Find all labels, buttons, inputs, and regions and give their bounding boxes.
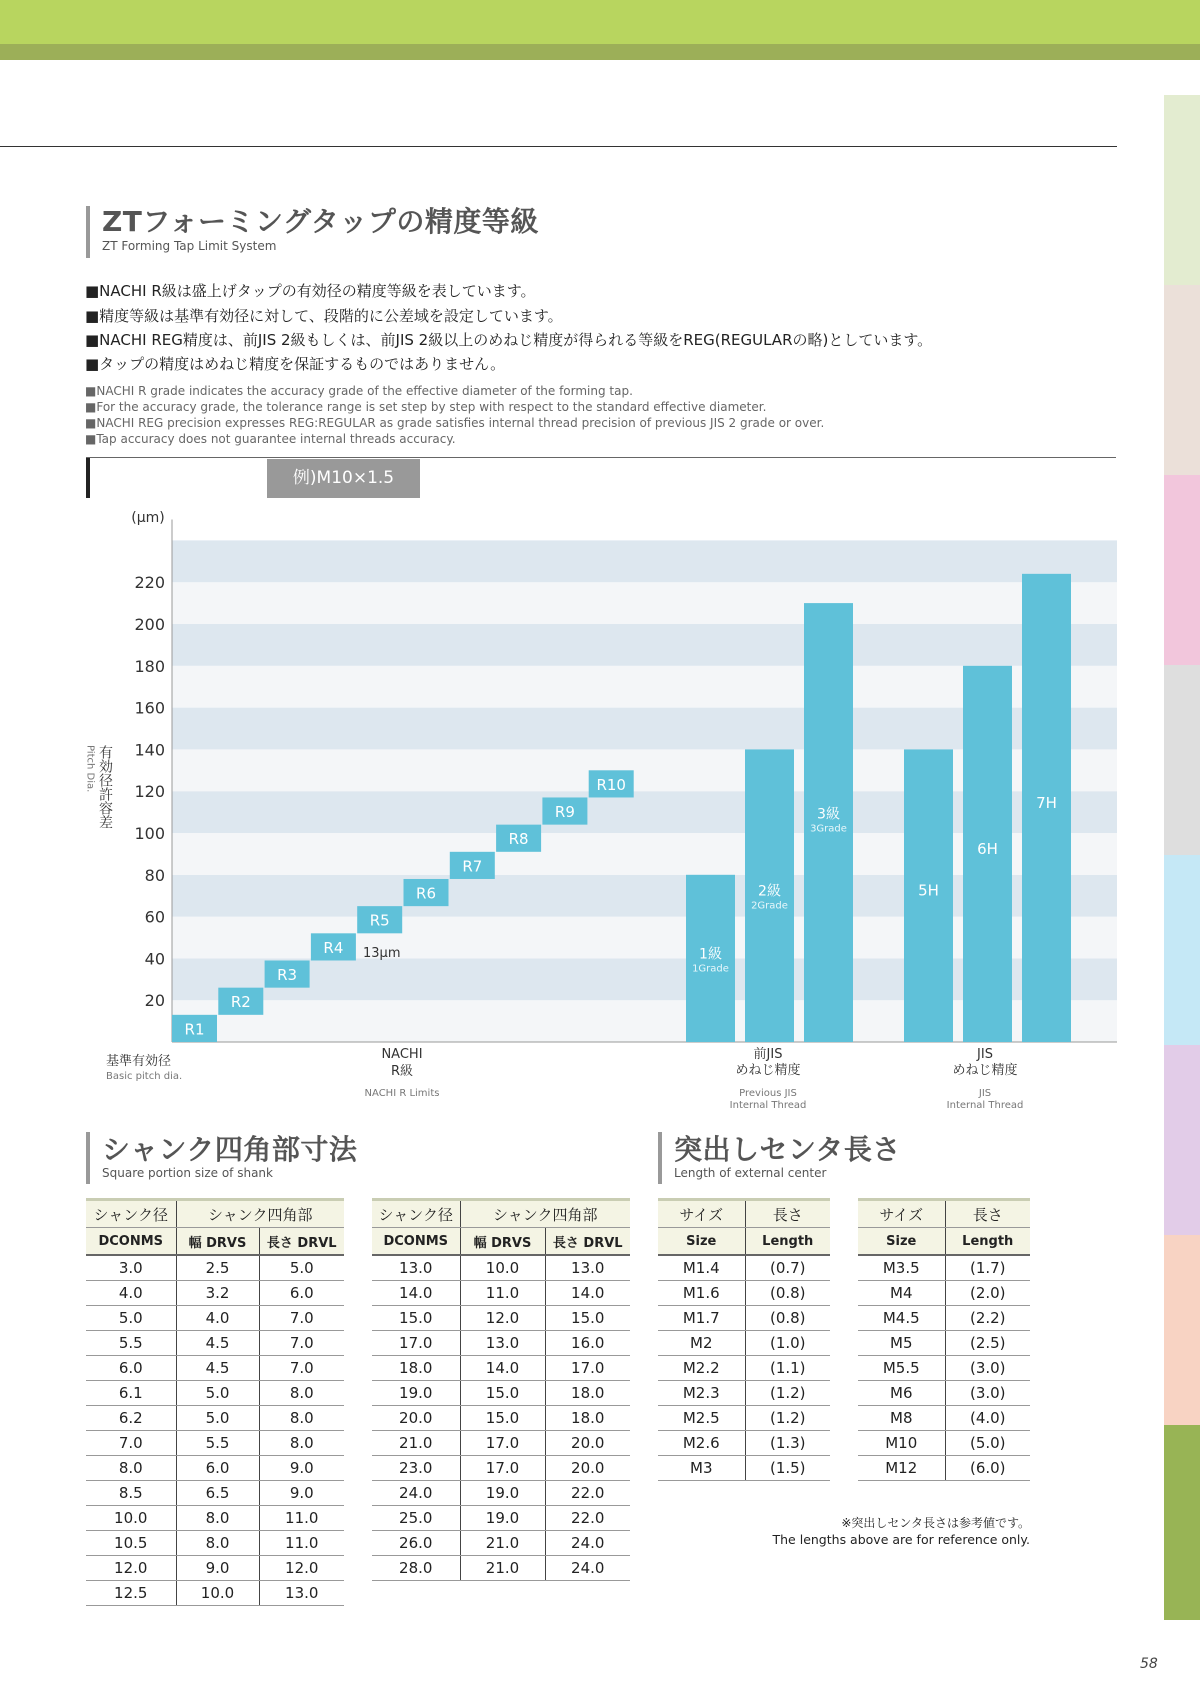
table-cell: 4.5 [176, 1356, 259, 1381]
table-cell: (1.7) [945, 1255, 1030, 1281]
note-en-line: ■NACHI R grade indicates the accuracy grade of the effective diameter of the forming tap. [85, 384, 633, 398]
table-row [858, 1381, 1030, 1406]
shank-table-1 [86, 1198, 344, 1606]
col-head: 長さ DRVL [259, 1228, 344, 1256]
table-cell: 6.2 [86, 1406, 176, 1431]
table-cell: M1.6 [658, 1281, 745, 1306]
table-cell: 4.0 [176, 1306, 259, 1331]
table-row [86, 1356, 344, 1381]
y-axis-label: 有効径許容差 [97, 745, 113, 829]
note-en-line: ■For the accuracy grade, the tolerance range is set step by step with respect to the standard effective diameter. [85, 400, 767, 414]
jis-label: 7H [1036, 793, 1057, 812]
table-cell: 20.0 [545, 1431, 630, 1456]
prev-jis-sublabel: 2Grade [751, 900, 788, 912]
table-cell: (6.0) [945, 1456, 1030, 1481]
table-cell: 18.0 [545, 1381, 630, 1406]
y-tick-label: 200 [134, 615, 165, 634]
table-row [372, 1481, 630, 1506]
x-label-prev-en: Internal Thread [729, 1100, 807, 1111]
tolerance-chart [0, 500, 1200, 1140]
table-cell: 15.0 [460, 1381, 545, 1406]
table-cell: M4 [858, 1281, 945, 1306]
table-row [372, 1531, 630, 1556]
table-row [372, 1456, 630, 1481]
x-label-prev: 前JIS [753, 1047, 783, 1062]
r-grade-label: R7 [462, 857, 483, 876]
table-cell: 3.2 [176, 1281, 259, 1306]
x-label-basic: 基準有効径 [106, 1054, 172, 1069]
table-cell: 10.0 [176, 1581, 259, 1606]
table-cell: 3.0 [86, 1255, 176, 1281]
table-cell: (3.0) [945, 1356, 1030, 1381]
table-row [86, 1531, 344, 1556]
x-label-basic-en: Basic pitch dia. [106, 1071, 183, 1082]
prev-jis-label: 2級 [758, 883, 781, 900]
col-head: DCONMS [372, 1228, 460, 1256]
table-cell: 2.5 [176, 1255, 259, 1281]
table-cell: 18.0 [545, 1406, 630, 1431]
col-head: Size [858, 1228, 945, 1256]
center-table-2 [858, 1198, 1030, 1481]
side-tab [1164, 1235, 1200, 1425]
table-row [86, 1331, 344, 1356]
x-label-jis: めねじ精度 [952, 1063, 1018, 1078]
r-grade-label: R6 [416, 884, 436, 903]
table-cell: 21.0 [460, 1556, 545, 1581]
table-row [86, 1255, 344, 1281]
prev-jis-label: 1級 [699, 946, 722, 963]
r-grade-label: R8 [508, 830, 529, 849]
r-grade-label: R4 [323, 938, 344, 957]
table-cell: (0.8) [745, 1281, 830, 1306]
note-en-line: ■NACHI REG precision expresses REG:REGULAR as grade satisfies internal thread precision of previous JIS 2 grade or over. [85, 416, 825, 430]
x-label-jis-en: Internal Thread [946, 1100, 1024, 1111]
table-cell: M5 [858, 1331, 945, 1356]
table-cell: 6.0 [86, 1356, 176, 1381]
r-grade-label: R2 [230, 993, 251, 1012]
example-bar [86, 458, 90, 498]
section-title: ZTフォーミングタップの精度等級 [102, 205, 539, 238]
jis-label: 5H [918, 881, 939, 900]
r-grade-label: R3 [277, 966, 298, 985]
table-cell: 17.0 [460, 1456, 545, 1481]
chart-band [172, 582, 1117, 624]
table-row [372, 1506, 630, 1531]
header-band-bottom [0, 44, 1200, 60]
col-head: Size [658, 1228, 745, 1256]
y-tick-label: 80 [144, 865, 165, 885]
table-row [858, 1356, 1030, 1381]
table-cell: (0.7) [745, 1255, 830, 1281]
table-cell: 6.0 [259, 1281, 344, 1306]
col-head: シャンク四角部 [176, 1200, 344, 1228]
table-cell: 21.0 [460, 1531, 545, 1556]
table-cell: 18.0 [372, 1356, 460, 1381]
shank-table-2 [372, 1198, 630, 1581]
chart-band [172, 624, 1117, 666]
section-subtitle: ZT Forming Tap Limit System [102, 239, 277, 253]
table-cell: 15.0 [460, 1406, 545, 1431]
x-label-nachi-en: NACHI R Limits [364, 1088, 440, 1099]
chart-band [172, 540, 1117, 582]
col-head: Length [945, 1228, 1030, 1256]
table-cell: M6 [858, 1381, 945, 1406]
table-cell: (1.1) [745, 1356, 830, 1381]
table-row [658, 1381, 830, 1406]
note-jp-line: ■NACHI R級は盛上げタップの有効径の精度等級を表しています。 [85, 282, 536, 300]
table-row [372, 1406, 630, 1431]
example-header [86, 457, 1116, 498]
table-cell: 8.0 [259, 1381, 344, 1406]
table-cell: 8.0 [259, 1406, 344, 1431]
center-note-en: The lengths above are for reference only. [772, 1532, 1030, 1547]
side-tab [1164, 95, 1200, 285]
col-head: サイズ [858, 1200, 945, 1228]
side-tab [1164, 285, 1200, 475]
table-cell: (1.3) [745, 1431, 830, 1456]
table-cell: 8.5 [86, 1481, 176, 1506]
table-row [86, 1581, 344, 1606]
table-row [858, 1406, 1030, 1431]
table-cell: (1.0) [745, 1331, 830, 1356]
shank-subtitle: Square portion size of shank [102, 1166, 273, 1180]
col-head: シャンク四角部 [460, 1200, 630, 1228]
table-cell: M2.6 [658, 1431, 745, 1456]
table-cell: 24.0 [545, 1556, 630, 1581]
table-cell: 11.0 [259, 1506, 344, 1531]
table-row [372, 1306, 630, 1331]
table-cell: 5.5 [86, 1331, 176, 1356]
y-tick-label: 20 [144, 991, 165, 1011]
table-cell: 13.0 [259, 1581, 344, 1606]
table-cell: 5.0 [176, 1381, 259, 1406]
table-cell: 13.0 [460, 1331, 545, 1356]
header-band-top [0, 0, 1200, 44]
table-row [86, 1506, 344, 1531]
table-row [858, 1331, 1030, 1356]
table-row [86, 1456, 344, 1481]
table-cell: 20.0 [372, 1406, 460, 1431]
table-cell: 5.5 [176, 1431, 259, 1456]
table-cell: 14.0 [460, 1356, 545, 1381]
section-bar [86, 1132, 90, 1184]
note-jp-line: ■タップの精度はめねじ精度を保証するものではありません。 [85, 355, 506, 373]
table-row [372, 1381, 630, 1406]
y-tick-label: 160 [134, 698, 165, 718]
col-head: 長さ [945, 1200, 1030, 1228]
shank-title: シャンク四角部寸法 [102, 1133, 358, 1166]
table-cell: M5.5 [858, 1356, 945, 1381]
col-head: DCONMS [86, 1228, 176, 1256]
prev-jis-sublabel: 3Grade [810, 823, 847, 835]
table-cell: M1.7 [658, 1306, 745, 1331]
table-cell: 7.0 [259, 1356, 344, 1381]
y-tick-label: 220 [134, 573, 165, 593]
table-cell: 25.0 [372, 1506, 460, 1531]
table-row [858, 1456, 1030, 1481]
table-cell: 21.0 [372, 1431, 460, 1456]
section-bar [86, 206, 90, 258]
table-cell: M10 [858, 1431, 945, 1456]
x-label-jis-en: JIS [978, 1088, 992, 1099]
y-tick-label: 120 [134, 782, 165, 802]
table-row [372, 1331, 630, 1356]
table-cell: 11.0 [259, 1531, 344, 1556]
table-row [658, 1456, 830, 1481]
note-en-line: ■Tap accuracy does not guarantee internal threads accuracy. [85, 432, 456, 446]
table-cell: 7.0 [259, 1331, 344, 1356]
table-cell: 17.0 [460, 1431, 545, 1456]
table-cell: 17.0 [545, 1356, 630, 1381]
table-row [86, 1481, 344, 1506]
table-cell: M12 [858, 1456, 945, 1481]
col-head: 幅 DRVS [460, 1228, 545, 1256]
table-cell: 4.5 [176, 1331, 259, 1356]
table-cell: 6.0 [176, 1456, 259, 1481]
table-cell: M4.5 [858, 1306, 945, 1331]
table-cell: M2.3 [658, 1381, 745, 1406]
y-axis-label-en: Pitch Dia. [84, 745, 96, 793]
section-bar [658, 1132, 662, 1184]
table-cell: M2.2 [658, 1356, 745, 1381]
table-row [858, 1306, 1030, 1331]
table-row [658, 1281, 830, 1306]
table-cell: 8.0 [176, 1506, 259, 1531]
table-row [658, 1255, 830, 1281]
table-cell: 11.0 [460, 1281, 545, 1306]
table-cell: 9.0 [259, 1456, 344, 1481]
table-cell: (1.2) [745, 1406, 830, 1431]
table-cell: 14.0 [545, 1281, 630, 1306]
center-table-1 [658, 1198, 830, 1481]
table-cell: 15.0 [545, 1306, 630, 1331]
table-cell: M2 [658, 1331, 745, 1356]
table-row [858, 1255, 1030, 1281]
table-cell: 5.0 [259, 1255, 344, 1281]
table-row [86, 1306, 344, 1331]
col-head: シャンク径 [372, 1200, 460, 1228]
table-cell: 9.0 [259, 1481, 344, 1506]
table-row [858, 1281, 1030, 1306]
center-title: 突出しセンタ長さ [674, 1133, 901, 1166]
col-head: シャンク径 [86, 1200, 176, 1228]
table-cell: 7.0 [259, 1306, 344, 1331]
table-cell: 17.0 [372, 1331, 460, 1356]
table-cell: (5.0) [945, 1431, 1030, 1456]
col-head: Length [745, 1228, 830, 1256]
table-cell: 19.0 [460, 1481, 545, 1506]
table-cell: 10.0 [86, 1506, 176, 1531]
prev-jis-label: 3級 [817, 806, 840, 823]
prev-jis-sublabel: 1Grade [692, 963, 729, 975]
table-cell: 14.0 [372, 1281, 460, 1306]
table-cell: 8.0 [259, 1431, 344, 1456]
jis-label: 6H [977, 839, 998, 858]
table-row [658, 1406, 830, 1431]
table-cell: 8.0 [176, 1531, 259, 1556]
y-tick-label: 140 [134, 740, 165, 760]
table-cell: 22.0 [545, 1481, 630, 1506]
table-cell: (1.2) [745, 1381, 830, 1406]
r-grade-label: R5 [369, 911, 390, 930]
r-grade-label: R1 [184, 1020, 205, 1039]
table-cell: 6.5 [176, 1481, 259, 1506]
table-cell: 19.0 [460, 1506, 545, 1531]
table-cell: M1.4 [658, 1255, 745, 1281]
col-head: 長さ [745, 1200, 830, 1228]
note-jp-line: ■NACHI REG精度は、前JIS 2級もしくは、前JIS 2級以上のめねじ精度が得られる等級をREG(REGULARの略)としています。 [85, 331, 933, 349]
table-cell: 5.0 [86, 1306, 176, 1331]
table-cell: (2.5) [945, 1331, 1030, 1356]
table-cell: 20.0 [545, 1456, 630, 1481]
x-label-prev-en: Previous JIS [739, 1088, 797, 1099]
table-cell: (4.0) [945, 1406, 1030, 1431]
table-cell: (2.2) [945, 1306, 1030, 1331]
table-row [86, 1381, 344, 1406]
col-head: 幅 DRVS [176, 1228, 259, 1256]
x-label-prev: めねじ精度 [735, 1063, 801, 1078]
y-tick-label: 40 [144, 949, 165, 969]
table-cell: (1.5) [745, 1456, 830, 1481]
center-subtitle: Length of external center [674, 1166, 827, 1180]
x-label-nachi: R級 [390, 1064, 414, 1079]
table-cell: 7.0 [86, 1431, 176, 1456]
table-cell: 10.5 [86, 1531, 176, 1556]
table-cell: 12.0 [259, 1556, 344, 1581]
col-head: 長さ DRVL [545, 1228, 630, 1256]
table-cell: 12.5 [86, 1581, 176, 1606]
table-cell: (0.8) [745, 1306, 830, 1331]
table-row [658, 1331, 830, 1356]
table-cell: 16.0 [545, 1331, 630, 1356]
y-tick-label: 100 [134, 824, 165, 843]
table-cell: (2.0) [945, 1281, 1030, 1306]
center-note-jp: ※突出しセンタ長さは参考値です。 [841, 1516, 1030, 1530]
table-row [372, 1556, 630, 1581]
example-label: 例)M10×1.5 [267, 459, 420, 498]
table-cell: 26.0 [372, 1531, 460, 1556]
table-cell: 6.1 [86, 1381, 176, 1406]
table-cell: M3 [658, 1456, 745, 1481]
table-row [858, 1431, 1030, 1456]
y-unit-label: (μm) [131, 510, 165, 526]
y-tick-label: 60 [144, 907, 165, 927]
table-cell: 13.0 [372, 1255, 460, 1281]
table-row [658, 1431, 830, 1456]
table-row [86, 1406, 344, 1431]
table-cell: 24.0 [545, 1531, 630, 1556]
table-row [86, 1556, 344, 1581]
table-cell: 13.0 [545, 1255, 630, 1281]
table-row [372, 1255, 630, 1281]
table-cell: 9.0 [176, 1556, 259, 1581]
table-row [86, 1431, 344, 1456]
note-jp-line: ■精度等級は基準有効径に対して、段階的に公差域を設定しています。 [85, 307, 563, 325]
table-cell: M3.5 [858, 1255, 945, 1281]
table-cell: 28.0 [372, 1556, 460, 1581]
header-rule [0, 146, 1117, 147]
table-row [658, 1306, 830, 1331]
table-cell: 8.0 [86, 1456, 176, 1481]
table-row [372, 1431, 630, 1456]
x-label-nachi: NACHI [381, 1047, 423, 1062]
table-cell: 22.0 [545, 1506, 630, 1531]
table-cell: 19.0 [372, 1381, 460, 1406]
table-row [372, 1356, 630, 1381]
table-row [86, 1281, 344, 1306]
table-cell: 12.0 [460, 1306, 545, 1331]
step-annotation: 13μm [363, 946, 401, 962]
table-cell: (3.0) [945, 1381, 1030, 1406]
table-row [372, 1281, 630, 1306]
table-cell: 12.0 [86, 1556, 176, 1581]
x-label-jis: JIS [977, 1047, 993, 1062]
side-tab [1164, 1425, 1200, 1620]
table-cell: 15.0 [372, 1306, 460, 1331]
col-head: サイズ [658, 1200, 745, 1228]
r-grade-label: R9 [554, 803, 575, 822]
table-cell: M2.5 [658, 1406, 745, 1431]
table-cell: 24.0 [372, 1481, 460, 1506]
y-tick-label: 180 [134, 656, 165, 676]
table-cell: 5.0 [176, 1406, 259, 1431]
table-cell: 23.0 [372, 1456, 460, 1481]
table-cell: 4.0 [86, 1281, 176, 1306]
page-number: 58 [1140, 1656, 1158, 1672]
table-row [658, 1356, 830, 1381]
table-cell: 10.0 [460, 1255, 545, 1281]
table-cell: M8 [858, 1406, 945, 1431]
r-grade-label: R10 [596, 775, 626, 794]
